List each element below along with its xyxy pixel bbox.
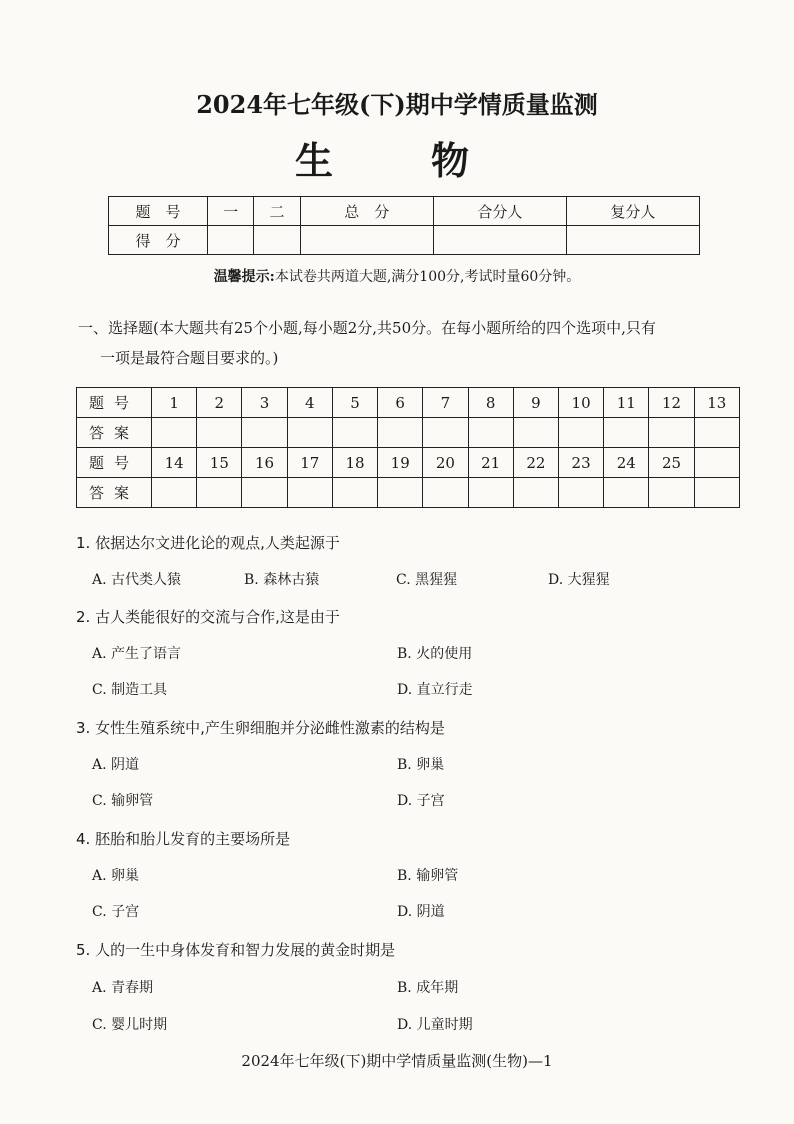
answer-blank[interactable]	[152, 478, 197, 508]
question-stem: 5. 人的一生中身体发育和智力发展的黄金时期是	[76, 941, 396, 959]
option-text[interactable]: D. 子宫	[397, 793, 445, 809]
section-line-1: 一、选择题(本大题共有25个小题,每小题2分,共50分。在每小题所给的四个选项中,只有	[78, 319, 656, 337]
option-text[interactable]: C. 子宫	[92, 904, 140, 920]
score-blank[interactable]	[433, 226, 566, 255]
number-cell: 15	[197, 448, 242, 478]
number-cell: 12	[649, 388, 694, 418]
score-cell: 一	[208, 197, 254, 226]
number-cell: 20	[423, 448, 468, 478]
question-stem: 3. 女性生殖系统中,产生卵细胞并分泌雌性激素的结构是	[76, 719, 445, 737]
number-cell: 19	[378, 448, 423, 478]
question-stem: 2. 古人类能很好的交流与合作,这是由于	[76, 608, 340, 626]
number-cell: 14	[152, 448, 197, 478]
score-cell: 合分人	[433, 197, 566, 226]
number-cell: 5	[332, 388, 377, 418]
notice	[0, 266, 794, 286]
score-table	[108, 196, 700, 255]
answer-blank[interactable]	[287, 478, 332, 508]
answer-blank[interactable]	[378, 418, 423, 448]
question-stem: 4. 胚胎和胎儿发育的主要场所是	[76, 830, 291, 848]
option-text[interactable]: D. 大猩猩	[548, 572, 610, 588]
answer-table	[76, 387, 740, 508]
answer-blank[interactable]	[423, 418, 468, 448]
option-text[interactable]: A. 古代类人猿	[92, 572, 182, 588]
section-heading	[78, 313, 748, 373]
answer-label: 答案	[77, 418, 152, 448]
number-cell: 25	[649, 448, 694, 478]
answer-blank[interactable]	[649, 418, 694, 448]
answer-blank[interactable]	[558, 478, 603, 508]
answer-blank[interactable]	[558, 418, 603, 448]
option-text[interactable]: C. 黑猩猩	[396, 572, 458, 588]
option-text[interactable]: A. 青春期	[92, 980, 154, 996]
number-cell: 10	[558, 388, 603, 418]
answer-blank[interactable]	[197, 418, 242, 448]
option-text[interactable]: A. 阴道	[92, 757, 140, 773]
number-cell: 3	[242, 388, 287, 418]
answer-blank[interactable]	[152, 418, 197, 448]
number-cell: 8	[468, 388, 513, 418]
option-text[interactable]: C. 输卵管	[92, 793, 154, 809]
answer-blank[interactable]	[694, 418, 739, 448]
number-cell: 23	[558, 448, 603, 478]
score-table-score-row	[109, 226, 700, 255]
number-cell: 24	[604, 448, 649, 478]
answer-blank[interactable]	[242, 418, 287, 448]
score-blank[interactable]	[566, 226, 699, 255]
option-text[interactable]: A. 卵巢	[92, 868, 140, 884]
answer-blank-row	[77, 418, 740, 448]
notice-label: 温馨提示:	[213, 269, 275, 285]
answer-blank[interactable]	[332, 478, 377, 508]
answer-blank[interactable]	[287, 418, 332, 448]
option-text[interactable]: D. 阴道	[397, 904, 445, 920]
option-text[interactable]: B. 输卵管	[397, 868, 459, 884]
answer-blank[interactable]	[378, 478, 423, 508]
number-cell: 16	[242, 448, 287, 478]
answer-blank[interactable]	[242, 478, 287, 508]
number-label: 题号	[77, 448, 152, 478]
question-stem: 1. 依据达尔文进化论的观点,人类起源于	[76, 534, 340, 552]
number-cell: 13	[694, 388, 739, 418]
score-cell: 总 分	[300, 197, 433, 226]
number-cell: 2	[197, 388, 242, 418]
option-text[interactable]: C. 婴儿时期	[92, 1017, 168, 1033]
answer-number-row	[77, 448, 740, 478]
answer-blank[interactable]	[423, 478, 468, 508]
answer-blank[interactable]	[694, 478, 739, 508]
number-cell: 6	[378, 388, 423, 418]
notice-text: 本试卷共两道大题,满分100分,考试时量60分钟。	[274, 269, 581, 285]
number-cell: 21	[468, 448, 513, 478]
subject-title: 生 物	[294, 138, 499, 183]
number-cell: 11	[604, 388, 649, 418]
answer-blank[interactable]	[513, 478, 558, 508]
number-cell: 7	[423, 388, 468, 418]
answer-label: 答案	[77, 478, 152, 508]
number-cell: 17	[287, 448, 332, 478]
option-text[interactable]: D. 直立行走	[397, 682, 473, 698]
score-blank[interactable]	[300, 226, 433, 255]
score-cell: 二	[254, 197, 300, 226]
exam-title: 2024年七年级(下)期中学情质量监测	[196, 90, 598, 119]
score-cell: 题 号	[109, 197, 208, 226]
page-footer: 2024年七年级(下)期中学情质量监测(生物)—1	[241, 1052, 553, 1070]
option-text[interactable]: B. 火的使用	[397, 646, 473, 662]
answer-blank[interactable]	[604, 418, 649, 448]
answer-blank[interactable]	[649, 478, 694, 508]
answer-blank[interactable]	[468, 418, 513, 448]
option-text[interactable]: B. 森林古猿	[244, 572, 320, 588]
score-cell: 得 分	[109, 226, 208, 255]
number-cell: 18	[332, 448, 377, 478]
section-line-2: 一项是最符合题目要求的。)	[100, 349, 279, 367]
score-cell: 复分人	[566, 197, 699, 226]
number-cell	[694, 448, 739, 478]
answer-blank[interactable]	[468, 478, 513, 508]
answer-blank[interactable]	[604, 478, 649, 508]
number-cell: 9	[513, 388, 558, 418]
number-cell: 4	[287, 388, 332, 418]
score-blank[interactable]	[208, 226, 254, 255]
answer-number-row	[77, 388, 740, 418]
option-text[interactable]: A. 产生了语言	[92, 646, 182, 662]
number-cell: 1	[152, 388, 197, 418]
option-text[interactable]: C. 制造工具	[92, 682, 168, 698]
option-text[interactable]: B. 卵巢	[397, 757, 445, 773]
answer-blank-row	[77, 478, 740, 508]
number-cell: 22	[513, 448, 558, 478]
answer-blank[interactable]	[197, 478, 242, 508]
option-text[interactable]: D. 儿童时期	[397, 1017, 473, 1033]
score-blank[interactable]	[254, 226, 300, 255]
answer-blank[interactable]	[513, 418, 558, 448]
number-label: 题号	[77, 388, 152, 418]
score-table-header-row	[109, 197, 700, 226]
answer-blank[interactable]	[332, 418, 377, 448]
option-text[interactable]: B. 成年期	[397, 980, 459, 996]
